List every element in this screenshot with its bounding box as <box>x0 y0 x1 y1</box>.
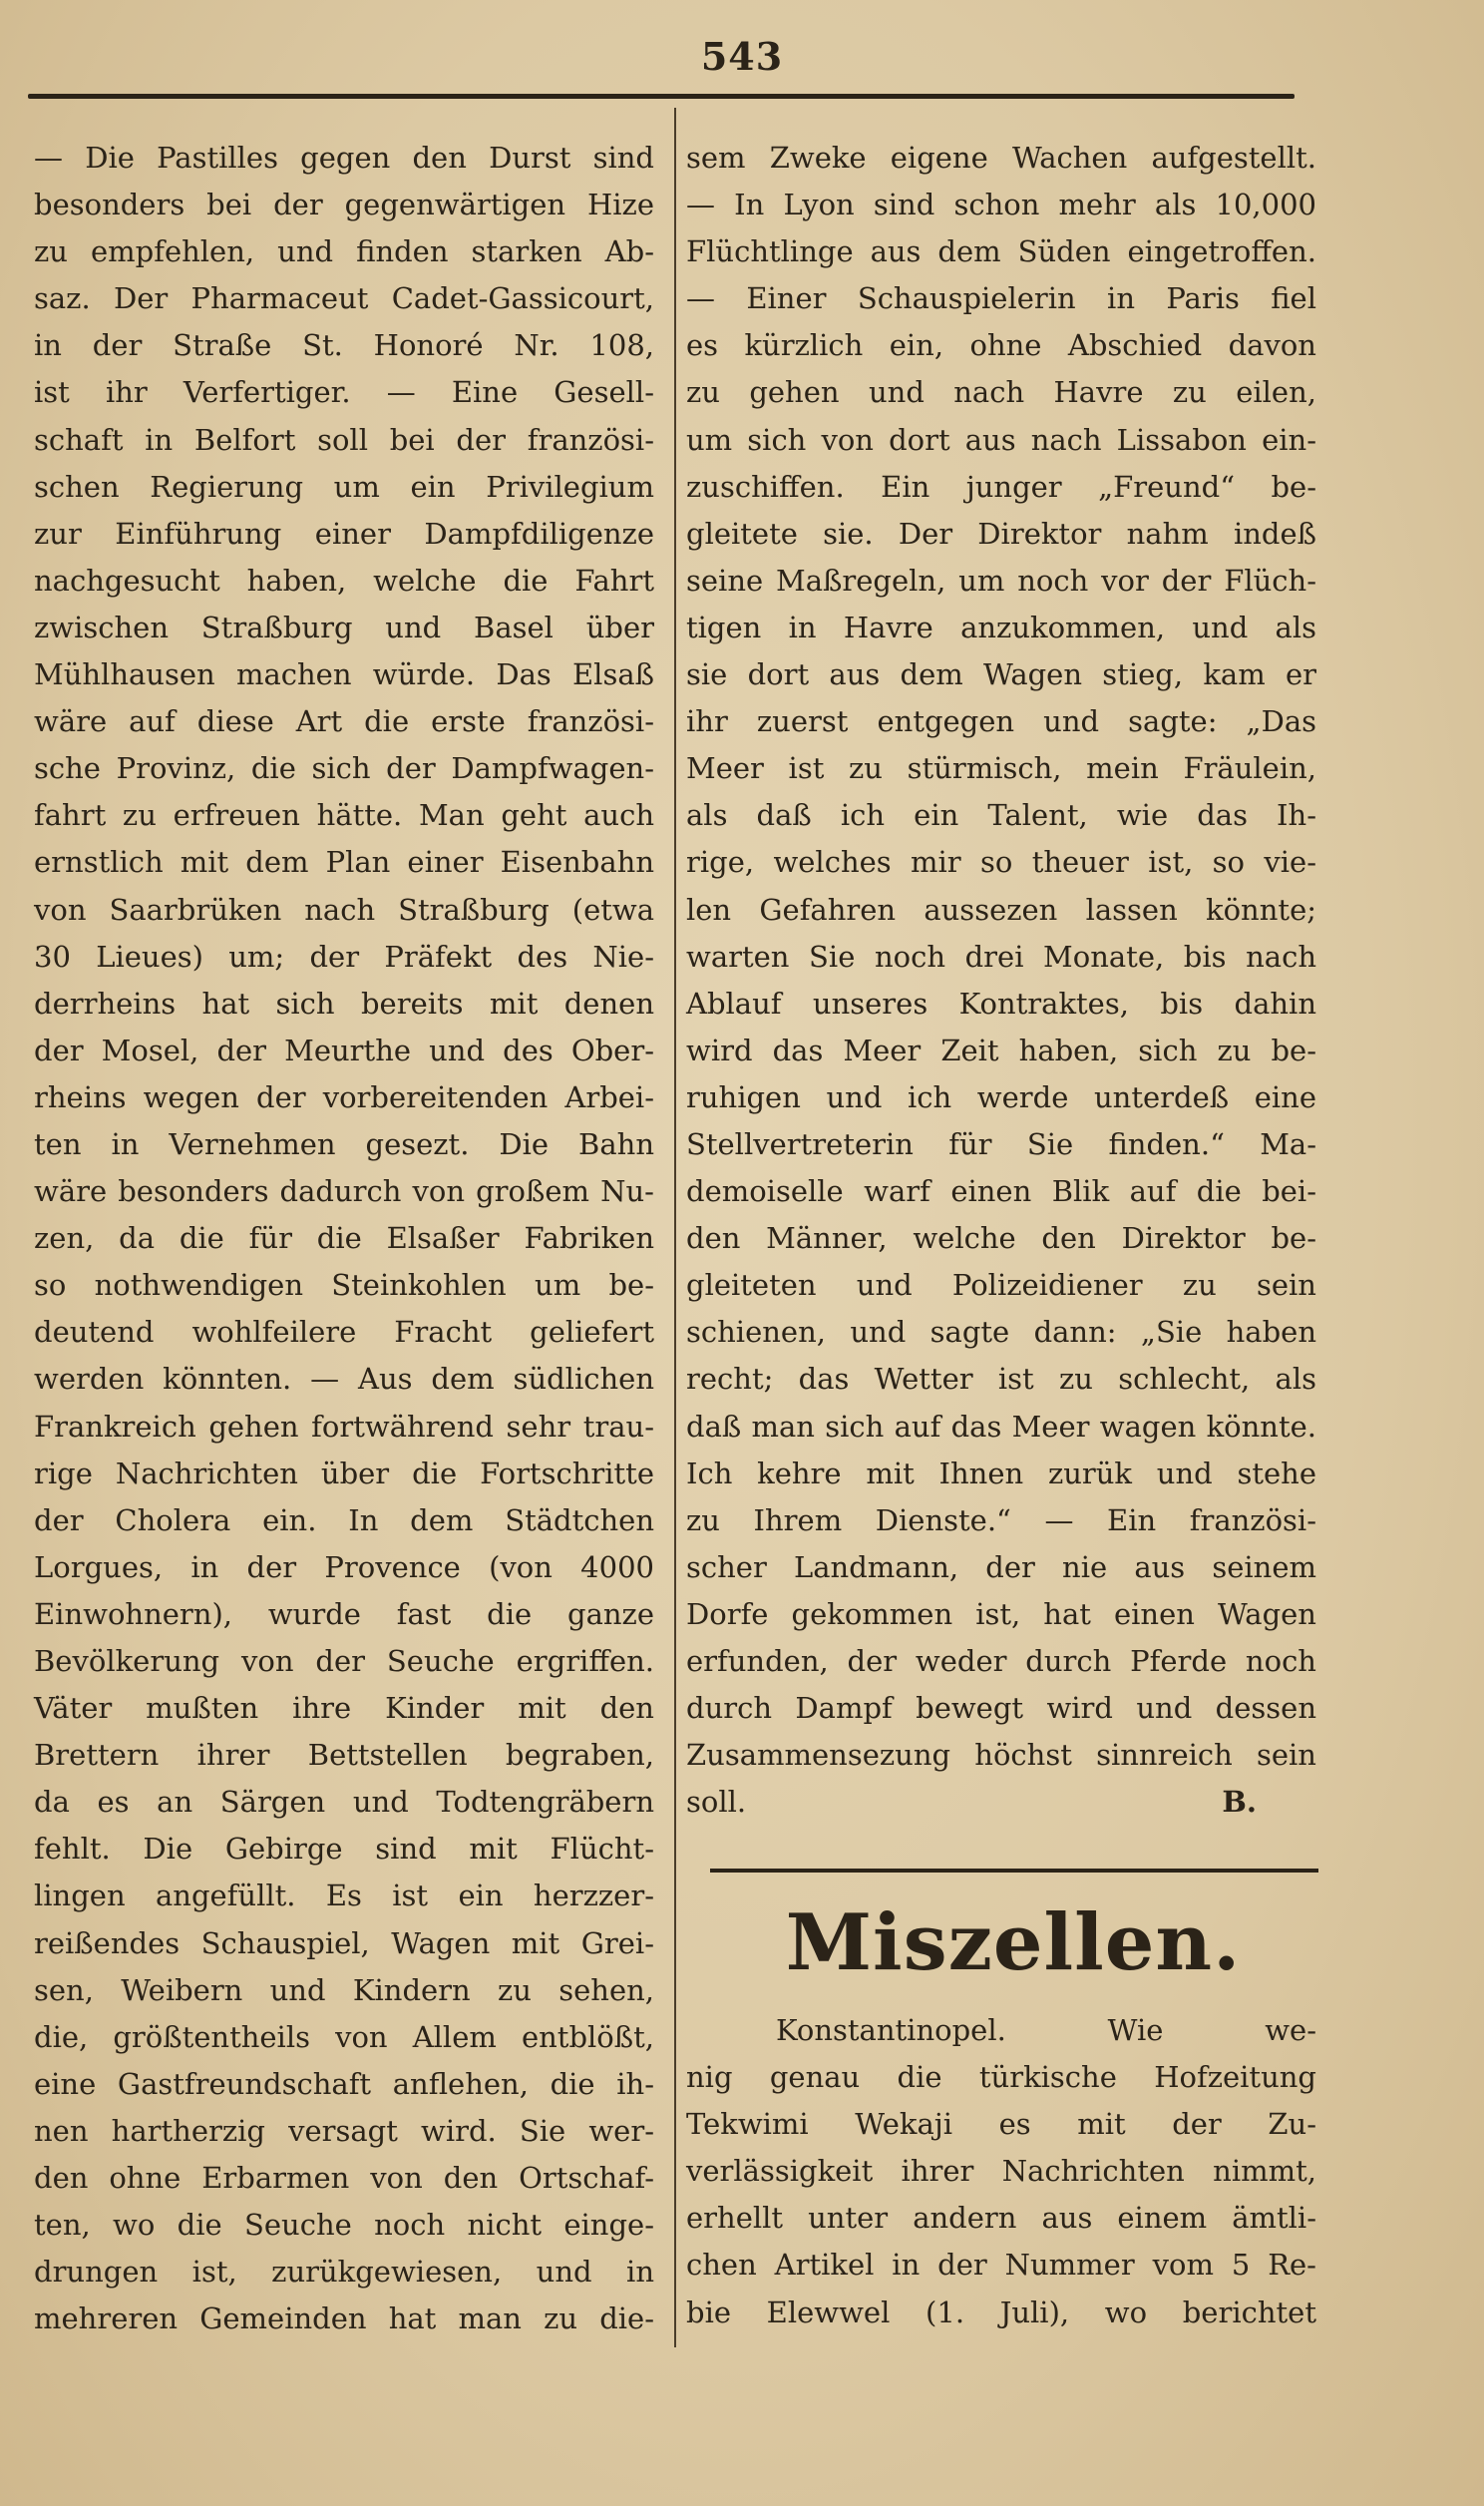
text-line: ist ihr Verfertiger. — Eine Gesell- <box>34 375 654 410</box>
right-column <box>686 135 1316 1826</box>
text-line: Meer ist zu stürmisch, mein Fräulein, <box>686 751 1316 786</box>
text-line: demoiselle warf einen Blik auf die bei- <box>686 1174 1316 1209</box>
text-line: ten in Vernehmen gesezt. Die Bahn <box>34 1126 654 1161</box>
text-line: mehreren Gemeinden hat man zu die- <box>34 2301 654 2336</box>
text-line: tigen in Havre anzukommen, und als <box>686 610 1316 644</box>
text-line: schaft in Belfort soll bei der französi- <box>34 422 654 457</box>
section-rule <box>710 1869 1318 1873</box>
text-line: zwischen Straßburg und Basel über <box>34 610 654 644</box>
text-line: rige, welches mir so theuer ist, so vie- <box>686 845 1316 880</box>
miszellen-article <box>686 2007 1316 2336</box>
text-line: chen Artikel in der Nummer vom 5 Re- <box>686 2248 1316 2283</box>
text-line: Tekwimi Wekaji es mit der Zu- <box>686 2107 1316 2142</box>
text-line: Stellvertreterin für Sie finden.“ Ma- <box>686 1126 1316 1161</box>
text-line: sem Zweke eigene Wachen aufgestellt. <box>686 141 1316 175</box>
text-line: nig genau die türkische Hofzeitung <box>686 2060 1316 2095</box>
text-line <box>686 1779 1316 1826</box>
text-line: Zusammensezung höchst sinnreich sein <box>686 1738 1316 1773</box>
text-line: von Saarbrüken nach Straßburg (etwa <box>34 892 654 927</box>
text-line: so nothwendigen Steinkohlen um be- <box>34 1268 654 1303</box>
text-line: Brettern ihrer Bettstellen begraben, <box>34 1738 654 1773</box>
text-line: rige Nachrichten über die Fortschritte <box>34 1456 654 1490</box>
text-line: verlässigkeit ihrer Nachrichten nimmt, <box>686 2154 1316 2189</box>
text-line: es kürzlich ein, ohne Abschied davon <box>686 328 1316 363</box>
text-line: ruhigen und ich werde unterdeß eine <box>686 1079 1316 1114</box>
text-line: zen, da die für die Elsaßer Fabriken <box>34 1221 654 1256</box>
text-line: Frankreich gehen fortwährend sehr trau- <box>34 1409 654 1444</box>
author-signature: B. <box>1222 1785 1257 1820</box>
text-line: da es an Särgen und Todtengräbern <box>34 1785 654 1820</box>
section-heading: Miszellen. <box>785 1897 1242 1988</box>
text-line: len Gefahren aussezen lassen könnte; <box>686 892 1316 927</box>
text-line: reißendes Schauspiel, Wagen mit Grei- <box>34 1925 654 1960</box>
text-line: um sich von dort aus nach Lissabon ein- <box>686 422 1316 457</box>
text-line: derrheins hat sich bereits mit denen <box>34 986 654 1021</box>
text-line: 30 Lieues) um; der Präfekt des Nie- <box>34 939 654 974</box>
text-line: deutend wohlfeilere Fracht geliefert <box>34 1315 654 1350</box>
text-line: zuschiffen. Ein junger „Freund“ be- <box>686 469 1316 504</box>
text-line: Mühlhausen machen würde. Das Elsaß <box>34 657 654 692</box>
closing-text: soll. <box>686 1785 747 1820</box>
text-line: Einwohnern), wurde fast die ganze <box>34 1596 654 1631</box>
text-line: fahrt zu erfreuen hätte. Man geht auch <box>34 798 654 833</box>
text-line: zu gehen und nach Havre zu eilen, <box>686 375 1316 410</box>
text-line: Ablauf unseres Kontraktes, bis dahin <box>686 986 1316 1021</box>
text-line: Flüchtlinge aus dem Süden eingetroffen. <box>686 234 1316 269</box>
text-line: wäre auf diese Art die erste französi- <box>34 704 654 739</box>
text-line: sie dort aus dem Wagen stieg, kam er <box>686 657 1316 692</box>
text-line: den Männer, welche den Direktor be- <box>686 1221 1316 1256</box>
text-line: fehlt. Die Gebirge sind mit Flücht- <box>34 1832 654 1867</box>
text-line: nachgesucht haben, welche die Fahrt <box>34 563 654 598</box>
text-line: gleitete sie. Der Direktor nahm indeß <box>686 516 1316 551</box>
text-line: erfunden, der weder durch Pferde noch <box>686 1644 1316 1678</box>
left-column <box>34 135 654 2342</box>
text-line: rheins wegen der vorbereitenden Arbei- <box>34 1079 654 1114</box>
text-line: schienen, und sagte dann: „Sie haben <box>686 1315 1316 1350</box>
text-line: als daß ich ein Talent, wie das Ih- <box>686 798 1316 833</box>
text-line: der Cholera ein. In dem Städtchen <box>34 1502 654 1537</box>
page-number: 543 <box>700 34 784 79</box>
text-line: warten Sie noch drei Monate, bis nach <box>686 939 1316 974</box>
text-line: Väter mußten ihre Kinder mit den <box>34 1691 654 1726</box>
text-line: wird das Meer Zeit haben, sich zu be- <box>686 1033 1316 1067</box>
text-line: besonders bei der gegenwärtigen Hize <box>34 188 654 222</box>
text-line: seine Maßregeln, um noch vor der Flüch- <box>686 563 1316 598</box>
text-line: schen Regierung um ein Privilegium <box>34 469 654 504</box>
text-line: eine Gastfreundschaft anflehen, die ih- <box>34 2066 654 2101</box>
text-line: Bevölkerung von der Seuche ergriffen. <box>34 1644 654 1678</box>
column-divider <box>674 108 676 2347</box>
text-line: scher Landmann, der nie aus seinem <box>686 1549 1316 1584</box>
text-line: wäre besonders dadurch von großem Nu- <box>34 1174 654 1209</box>
text-line: daß man sich auf das Meer wagen könnte. <box>686 1409 1316 1444</box>
text-line: den ohne Erbarmen von den Ortschaf- <box>34 2161 654 2196</box>
text-line: gleiteten und Polizeidiener zu sein <box>686 1268 1316 1303</box>
text-line: werden könnten. — Aus dem südlichen <box>34 1362 654 1397</box>
text-line: — Einer Schauspielerin in Paris fiel <box>686 281 1316 316</box>
text-line: ihr zuerst entgegen und sagte: „Das <box>686 704 1316 739</box>
text-line: erhellt unter andern aus einem ämtli- <box>686 2201 1316 2236</box>
text-line: Konstantinopel. Wie we- <box>776 2013 1316 2047</box>
text-line: zu empfehlen, und finden starken Ab- <box>34 234 654 269</box>
text-line: die, größtentheils von Allem entblößt, <box>34 2019 654 2054</box>
text-line: nen hartherzig versagt wird. Sie wer- <box>34 2113 654 2148</box>
text-line: sche Provinz, die sich der Dampfwagen- <box>34 751 654 786</box>
header-rule <box>28 94 1295 99</box>
text-line: saz. Der Pharmaceut Cadet-Gassicourt, <box>34 281 654 316</box>
text-line: in der Straße St. Honoré Nr. 108, <box>34 328 654 363</box>
text-line: Ich kehre mit Ihnen zurük und stehe <box>686 1456 1316 1490</box>
text-line: zur Einführung einer Dampfdiligenze <box>34 516 654 551</box>
text-line: durch Dampf bewegt wird und dessen <box>686 1691 1316 1726</box>
text-line: ten, wo die Seuche noch nicht einge- <box>34 2208 654 2243</box>
text-line: lingen angefüllt. Es ist ein herzzer- <box>34 1879 654 1913</box>
text-line: — In Lyon sind schon mehr als 10,000 <box>686 188 1316 222</box>
text-line: recht; das Wetter ist zu schlecht, als <box>686 1362 1316 1397</box>
text-line: ernstlich mit dem Plan einer Eisenbahn <box>34 845 654 880</box>
text-line: Lorgues, in der Provence (von 4000 <box>34 1549 654 1584</box>
text-line: bie Elewwel (1. Juli), wo berichtet <box>686 2295 1316 2329</box>
text-line: Dorfe gekommen ist, hat einen Wagen <box>686 1596 1316 1631</box>
text-line: drungen ist, zurükgewiesen, und in <box>34 2255 654 2290</box>
text-line: — Die Pastilles gegen den Durst sind <box>34 141 654 175</box>
text-line: zu Ihrem Dienste.“ — Ein französi- <box>686 1502 1316 1537</box>
text-line: der Mosel, der Meurthe und des Ober- <box>34 1033 654 1067</box>
text-line: sen, Weibern und Kindern zu sehen, <box>34 1972 654 2007</box>
